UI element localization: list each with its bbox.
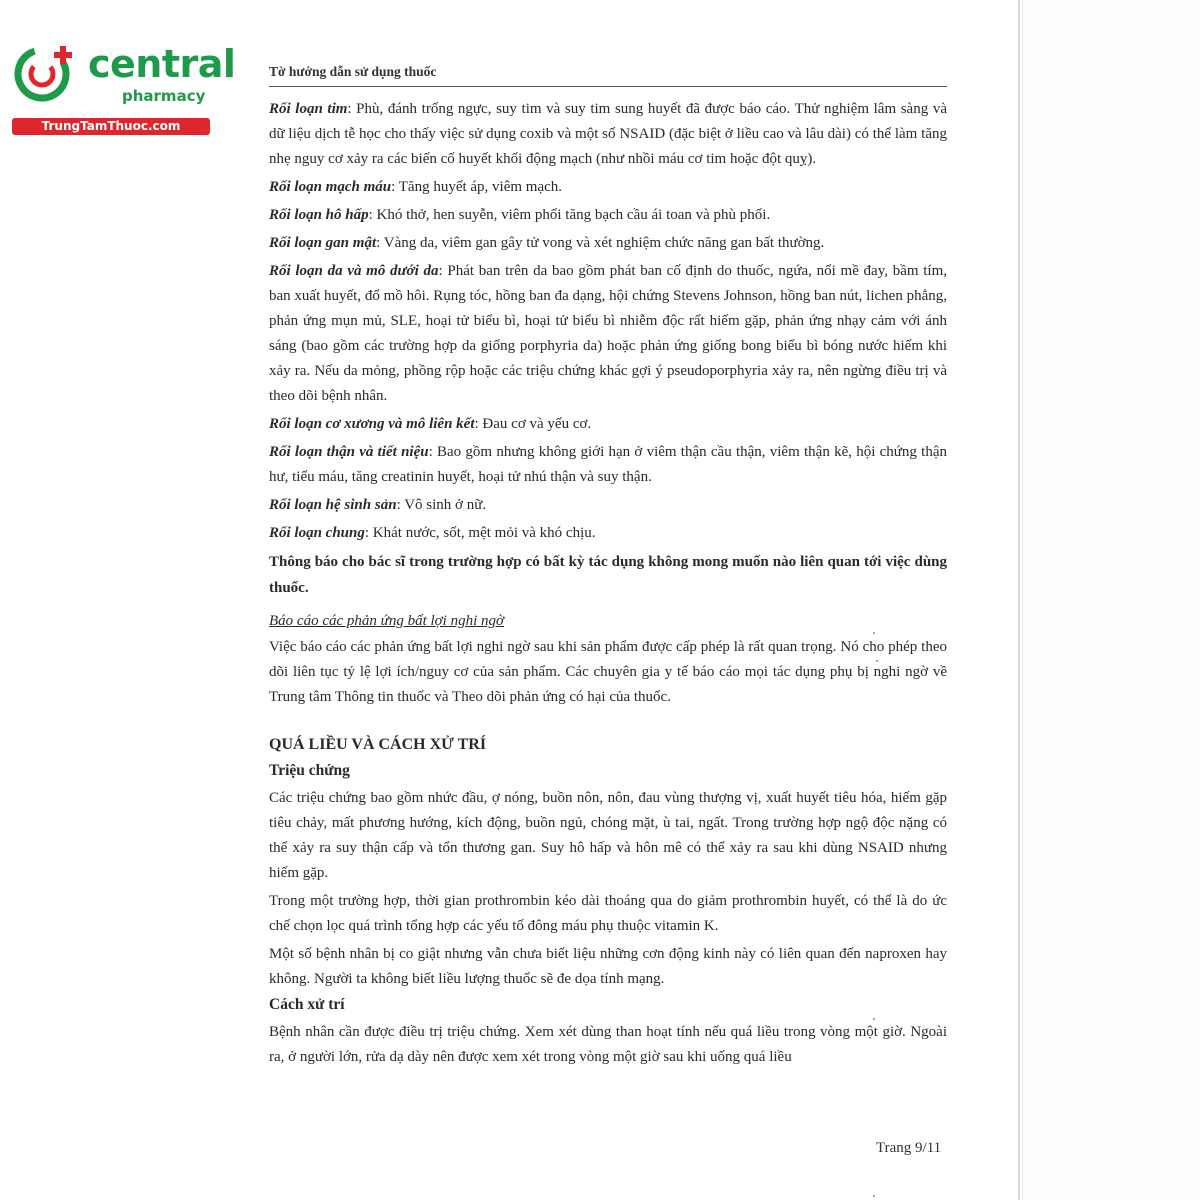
effect-term: Rối loạn cơ xương và mô liên kết [269, 416, 475, 432]
overdose-heading: QUÁ LIỀU VÀ CÁCH XỬ TRÍ [269, 736, 487, 753]
effect-term: Rối loạn da và mô dưới da [269, 263, 439, 279]
effect-description: : Khát nước, sốt, mệt mỏi và khó chịu. [364, 525, 596, 541]
symptoms-paragraph: Một số bệnh nhân bị co giật nhưng vẫn chưa biết liệu những cơn động kinh này có liên quan đến naproxen hay không. Người ta không biết liều lượng thuốc sẽ đe dọa tính mạng. [269, 946, 947, 987]
effect-description: : Bao gồm nhưng không giới hạn ở viêm thận cầu thận, viêm thận kẽ, hội chứng thận hư, tiểu máu, tăng creatinin huyết, hoại tử nhú thận và suy thận. [269, 444, 947, 485]
symptoms-heading: Triệu chứng [269, 762, 350, 779]
page-edge-shade [1023, 0, 1200, 1200]
symptoms-paragraph: Trong một trường hợp, thời gian prothrombin kéo dài thoáng qua do giảm prothrombin huyết, có thể là do ức chế chọn lọc quá trình tổng hợp các yếu tố đông máu phụ thuộc vitamin K. [269, 893, 947, 934]
adverse-effect-item [269, 521, 947, 546]
effect-description: : Vàng da, viêm gan gây tử vong và xét nghiệm chức năng gan bất thường. [376, 235, 825, 251]
adverse-effect-item [269, 175, 947, 200]
report-section-title: Báo cáo các phản ứng bất lợi nghi ngờ [269, 613, 504, 629]
report-paragraph: Việc báo cáo các phản ứng bất lợi nghi ngờ sau khi sản phẩm được cấp phép là rất quan trọng. Nó cho phép theo dõi liên tục tỷ lệ lợi ích/nguy cơ của sản phẩm. Các chuyên gia y tế báo cáo mọi tác dụng phụ bị nghi ngờ về Trung tâm Thông tin thuốc và Theo dõi phản ứng có hại của thuốc. [269, 639, 947, 705]
effect-term: Rối loạn gan mật [269, 235, 377, 251]
page-header: Tờ hướng dẫn sử dụng thuốc [269, 64, 947, 87]
effect-description: : Phù, đánh trống ngực, suy tim và suy tim sung huyết đã được báo cáo. Thử nghiệm lâm sàng và dữ liệu dịch tễ học cho thấy việc sử dụng coxib và một số NSAID (đặc biệt ở liều cao và lâu dài) có thể làm tăng nhẹ nguy cơ xảy ra các biến cố huyết khối động mạch (như nhồi máu cơ tim hoặc đột quỵ). [269, 101, 947, 167]
pharmacy-cross-icon [12, 40, 78, 106]
effect-description: : Đau cơ và yếu cơ. [474, 416, 592, 432]
adverse-effect-item [269, 259, 947, 409]
adverse-effect-item [269, 97, 947, 172]
doctor-notice: Thông báo cho bác sĩ trong trường hợp có bất kỳ tác dụng không mong muốn nào liên quan tới việc dùng thuốc. [269, 554, 947, 596]
effect-term: Rối loạn hô hấp [269, 207, 369, 223]
effect-term: Rối loạn hệ sinh sản [269, 497, 397, 513]
adverse-effect-item [269, 412, 947, 437]
adverse-effects-list [269, 97, 947, 546]
adverse-effect-item [269, 231, 947, 256]
effect-description: : Vô sinh ở nữ. [396, 497, 487, 513]
scan-edge-line-2 [1022, 0, 1023, 1200]
treatment-paragraph: Bệnh nhân cần được điều trị triệu chứng. Xem xét dùng than hoạt tính nếu quá liều trong vòng một giờ. Ngoài ra, ở người lớn, rửa dạ dày nên được xem xét trong vòng một giờ sau khi uống quá liều [269, 1024, 947, 1065]
effect-term: Rối loạn chung [269, 525, 365, 541]
effect-description: : Phát ban trên da bao gồm phát ban cố định do thuốc, ngứa, nổi mề đay, bầm tím, ban xuất huyết, đổ mồ hôi. Rụng tóc, hồng ban đa dạng, hội chứng Stevens Johnson, hồng ban nút, lichen phẳng, phản ứng mụn mủ, SLE, hoại tử biểu bì, hoại tử biểu bì nhiễm độc rất hiếm gặp, phản ứng nhạy cảm với ánh sáng (bao gồm các trường hợp da giống porphyria da) hoặc phản ứng giống bong biểu bì bóng nước hiếm khi xảy ra. Nếu da mỏng, phồng rộp hoặc các triệu chứng khác gợi ý pseudoporphyria xảy ra, nên ngừng điều trị và theo dõi bệnh nhân. [269, 263, 947, 404]
page-number: Trang 9/11 [876, 1140, 942, 1156]
effect-term: Rối loạn mạch máu [269, 179, 392, 195]
leaflet-page [269, 64, 947, 1073]
scan-edge-line [1018, 0, 1020, 1200]
logo-subtitle: pharmacy [122, 87, 206, 105]
adverse-effect-item [269, 440, 947, 490]
effect-term: Rối loạn thận và tiết niệu [269, 444, 429, 460]
treatment-heading: Cách xử trí [269, 996, 345, 1013]
logo-name: central [88, 42, 236, 86]
logo-url-banner: TrungTamThuoc.com [12, 118, 210, 135]
symptoms-paragraph: Các triệu chứng bao gồm nhức đầu, ợ nóng, buồn nôn, nôn, đau vùng thượng vị, xuất huyết tiêu hóa, hiếm gặp tiêu chảy, mất phương hướng, kích động, buồn ngủ, chóng mặt, ù tai, ngất. Trong trường hợp ngộ độc nặng có thể xảy ra suy thận cấp và tổn thương gan. Suy hô hấp và hôn mê có thể xảy ra sau khi dùng NSAID nhưng hiếm gặp. [269, 790, 947, 881]
central-pharmacy-logo[interactable] [12, 38, 236, 138]
scan-speck [873, 1195, 875, 1197]
effect-description: : Khó thở, hen suyễn, viêm phổi tăng bạch cầu ái toan và phù phổi. [368, 207, 771, 223]
effect-term: Rối loạn tim [269, 101, 348, 117]
scan-speck [876, 660, 878, 662]
scan-speck [873, 1018, 875, 1020]
adverse-effect-item [269, 203, 947, 228]
adverse-effect-item [269, 493, 947, 518]
effect-description: : Tăng huyết áp, viêm mạch. [391, 179, 563, 195]
scan-speck [873, 632, 875, 634]
